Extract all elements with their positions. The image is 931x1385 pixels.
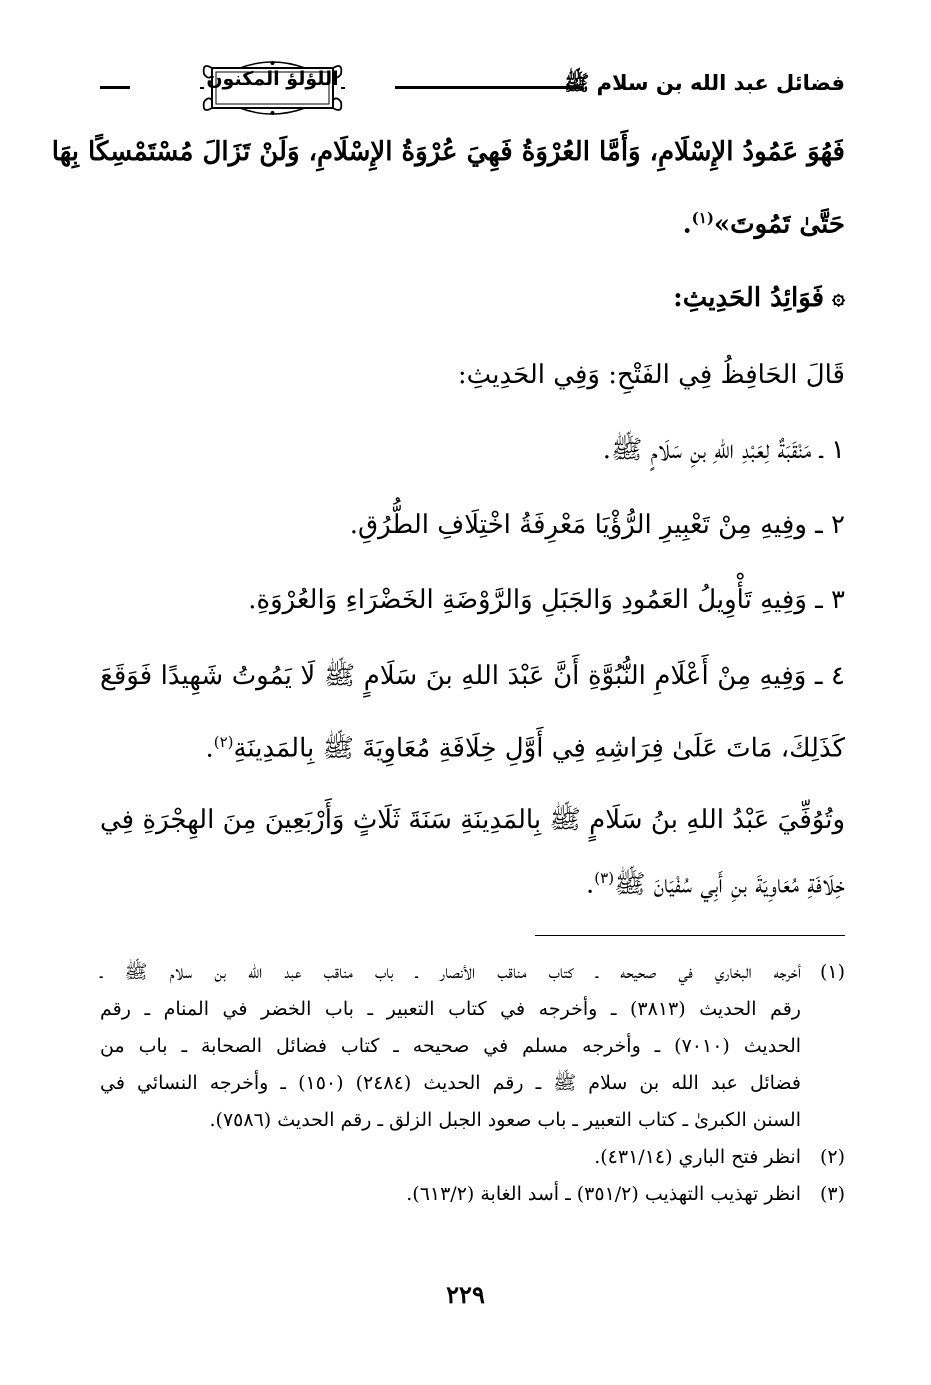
footnote-ref-1: (١) [691,209,714,227]
footnote-3 [100,1180,845,1208]
footnote-text: انظر تهذيب التهذيب (٣٥١/٢) ـ أسد الغابة (٦١٣/٢). [406,1183,801,1205]
body-line-2 [100,198,845,245]
footnote-1-line-1 [100,958,845,986]
line-end-dot: . [205,733,214,764]
header-rule-left [100,86,130,89]
benefit-3: ٣ ـ وَفِيهِ تَأْوِيلُ العَمُودِ وَالجَبَلِ وَالرَّوْضَةِ الخَضْرَاءِ وَالعُرْوَةِ. [248,585,845,615]
book-title-frame [200,58,345,118]
footnote-1-line-5: السنن الكبرىٰ ـ كتاب التعبير ـ باب صعود الجبل الزلق ـ رقم الحديث (٧٥٨٦). [209,1109,801,1131]
line-end-dot: . [586,869,595,900]
body-line-death-1: وتُوُفِّيَ عَبْدُ اللهِ بنُ سَلَامٍ ﷺ بِالمَدِينَةِ سَنَةَ ثَلَاثٍ وَأَرْبَعِينَ مِنَ الهِجْرَةِ فِي [100,805,845,835]
footnote-2 [100,1143,845,1171]
line-end-dot: . [682,209,692,240]
section-heading [100,277,845,318]
footnote-1-line-4: فضائل عبد الله بن سلام ﷺ ـ رقم الحديث (٢٤٨٤) (١٥٠) ـ وأخرجه النسائي في [100,1072,801,1094]
running-header [100,58,845,118]
footnote-number: (٣) [819,1183,845,1205]
body-line-2-text: حَتَّىٰ تَمُوتَ» [713,209,845,240]
body-line-4: قَالَ الحَافِظُ فِي الفَتْحِ: وَفِي الحَدِيثِ: [457,360,845,390]
benefit-4-line-2-text: كَذَلِكَ، مَاتَ عَلَىٰ فِرَاشِهِ فِي أَوَّلِ خِلَافَةِ مُعَاوِيَةَ ﷺ بِالمَدِينَةِ [233,733,845,764]
footnote-1-line-3: الحديث (٧٠١٠) ـ وأخرجه مسلم في صحيحه ـ كتاب فضائل الصحابة ـ باب من [100,1035,802,1057]
body-line-death-2-text: خِلَافَةِ مُعَاوِيَةَ بنِ أَبِي سُفْيَانَ ﷺ [614,869,845,900]
footnote-number: (١) [819,961,845,983]
footnote-ref-3: (٣) [594,869,615,887]
rub-el-hizb-icon: ۞ [832,284,845,310]
footnote-1-line-2: رقم الحديث (٣٨١٣) ـ وأخرجه في كتاب التعبير ـ باب الخضر في المنام ـ رقم [100,998,801,1020]
footnote-number: (٢) [819,1146,845,1168]
benefit-1: ١ ـ مَنْقَبَةٌ لِعَبْدِ اللهِ بنِ سَلَامٍ ﷺ. [602,435,845,465]
book-title: اللؤلؤ المكنون [206,68,339,90]
header-rule-right [395,86,583,89]
body-line-1: فَهُوَ عَمُودُ الإِسْلَامِ، وَأَمَّا العُرْوَةُ فَهِيَ عُرْوَةُ الإِسْلَامِ، وَلَنْ تَزَالَ مُسْتَمْسِكًا بِهَا [51,137,845,167]
benefit-4-line-2 [100,722,845,769]
benefit-4-line-1: ٤ ـ وَفِيهِ مِنْ أَعْلَامِ النُّبُوَّةِ أَنَّ عَبْدَ اللهِ بنَ سَلَامٍ ﷺ لَا يَمُوتُ شَهِيدًا فَوَقَعَ [100,661,845,691]
footnote-ref-2: (٢) [213,733,234,751]
footnote-separator [535,935,845,936]
chapter-title: فضائل عبد الله بن سلام ﷺ [563,71,845,95]
benefit-2: ٢ ـ وفِيهِ مِنْ تَعْبِيرِ الرُّؤْيَا مَعْرِفَةُ اخْتِلَافِ الطُّرُقِ. [349,510,845,540]
footnote-text: انظر فتح الباري (٤٣١/١٤). [594,1146,801,1168]
footnote-text: أخرجه البخاري في صحيحه ـ كتاب مناقب الأنصار ـ باب مناقب عبد الله بن سلام ﷺ ـ [100,961,801,983]
section-heading-text: فَوَائِدُ الحَدِيثِ: [673,283,825,313]
page-number: ٢٢٩ [446,1280,485,1309]
body-line-death-2 [100,858,845,905]
